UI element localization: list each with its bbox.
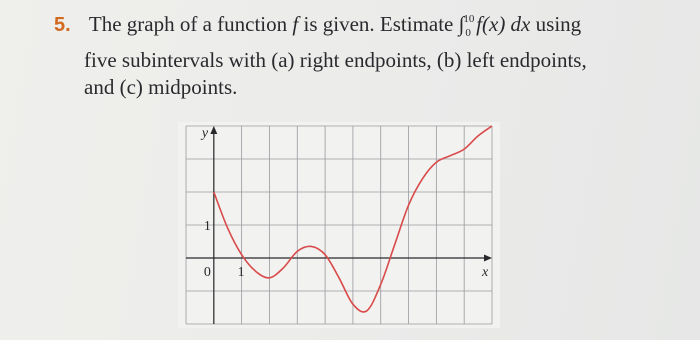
problem-text-1a: The graph of a function	[88, 12, 288, 36]
graph-figure	[178, 122, 500, 328]
problem-text-1c: using	[535, 12, 582, 36]
problem-line-3: and (c) midpoints.	[84, 75, 238, 99]
problem-number: 5.	[54, 14, 71, 36]
x-tick-label: 1	[237, 265, 245, 280]
y-tick-label: 1	[203, 219, 211, 234]
problem-line-2: five subintervals with (a) right endpoints, (b) left endpoints,	[84, 48, 587, 72]
integral-upper-limit: 10	[463, 13, 475, 25]
graph-svg	[178, 122, 500, 328]
problem-statement	[54, 6, 674, 101]
origin-label: 0	[203, 265, 211, 280]
x-axis-label: x	[482, 265, 489, 280]
problem-line-1	[54, 6, 674, 47]
integral-lower-limit: 0	[465, 27, 471, 39]
x-axis-arrowhead	[484, 255, 492, 262]
function-symbol: f	[292, 12, 299, 36]
y-axis-arrowhead	[210, 126, 217, 134]
y-axis-label: y	[201, 126, 209, 141]
integrand-argument: (x) dx	[482, 12, 531, 36]
integral-sign: ∫	[458, 12, 465, 36]
problem-text-1b: is given. Estimate	[303, 12, 454, 36]
grid-lines	[186, 126, 492, 324]
integrand-function: f	[476, 12, 482, 36]
